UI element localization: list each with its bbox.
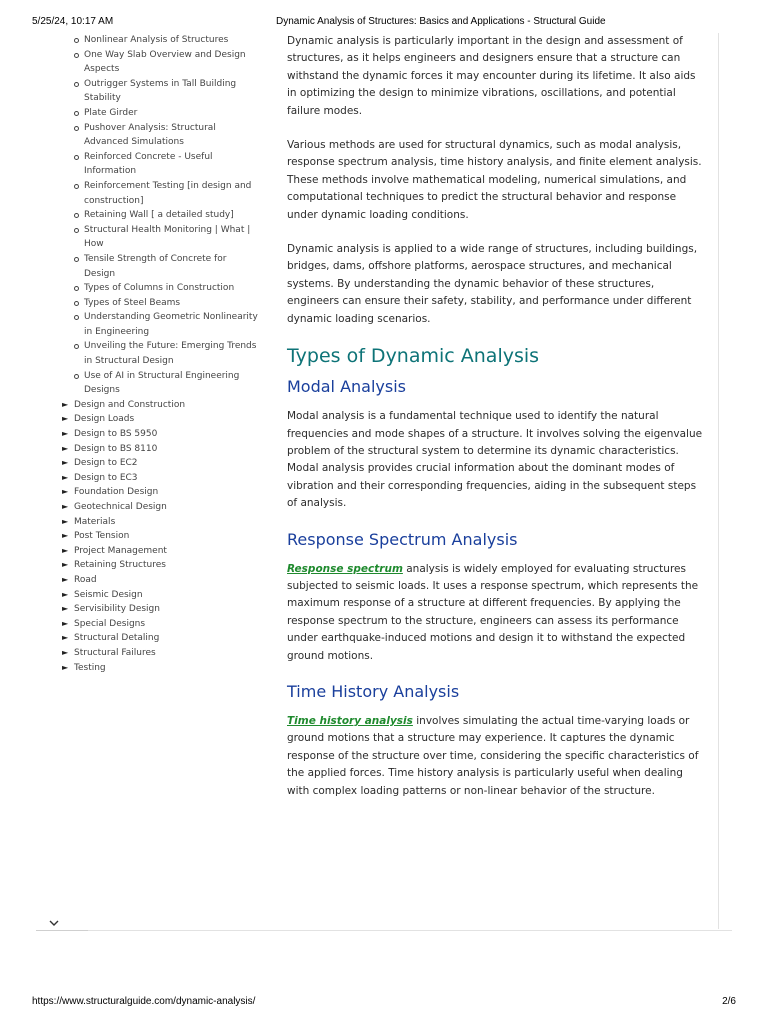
content-divider: [718, 33, 719, 929]
sidebar-sub-item-link[interactable]: Tensile Strength of Concrete for Design: [84, 253, 227, 279]
sidebar-category[interactable]: [62, 442, 260, 457]
sidebar-sub-item[interactable]: [84, 77, 260, 106]
circle-bullet-icon: [74, 257, 79, 262]
bottom-divider: [36, 930, 732, 931]
heading-response-spectrum-analysis: Response Spectrum Analysis: [287, 529, 518, 549]
sidebar-sub-item-link[interactable]: Reinforcement Testing [in design and construction]: [84, 180, 252, 206]
paragraph-response-spectrum-text: analysis is widely employed for evaluating structures subjected to seismic loads. It uses a response spectrum, which represents the maximum response of a structure at different frequencies. By applying the response spectrum to the structure, engineers can assess its performance under earthquake-induced motions and design it to withstand the expected ground motions.: [287, 562, 699, 662]
triangle-right-icon: ►: [62, 399, 69, 409]
triangle-right-icon: ►: [62, 429, 69, 439]
sidebar-category[interactable]: [62, 500, 260, 515]
triangle-right-icon: ►: [62, 662, 69, 672]
paragraph-modal-analysis: Modal analysis is a fundamental technique used to identify the natural frequencies and mode shapes of a structure. It involves solving the eigenvalue problem of the structural system to determine its dynamic characteristics. Modal analysis provides crucial information about the dominant modes of vibration and their corresponding frequencies, aiding in the subsequent steps of analysis.: [287, 410, 703, 510]
sidebar-sub-item[interactable]: [84, 150, 260, 179]
triangle-right-icon: ►: [62, 589, 69, 599]
response-spectrum-link[interactable]: Response spectrum: [287, 562, 403, 575]
triangle-right-icon: ►: [62, 560, 69, 570]
sidebar-category[interactable]: [62, 544, 260, 559]
sidebar-sub-item-link[interactable]: Nonlinear Analysis of Structures: [84, 35, 229, 45]
sidebar-category-label[interactable]: Road: [74, 574, 97, 585]
sidebar-category[interactable]: [62, 602, 260, 617]
circle-bullet-icon: [74, 53, 79, 58]
sidebar-category-label[interactable]: Post Tension: [74, 531, 130, 542]
triangle-right-icon: ►: [62, 531, 69, 541]
triangle-right-icon: ►: [62, 633, 69, 643]
sidebar-category[interactable]: [62, 646, 260, 661]
sidebar-category-label[interactable]: Geotechnical Design: [74, 502, 167, 512]
sidebar-sub-item[interactable]: [84, 33, 260, 48]
sidebar-category[interactable]: [62, 573, 260, 588]
circle-bullet-icon: [74, 155, 79, 160]
circle-bullet-icon: [74, 286, 79, 291]
sidebar-category-label[interactable]: Design to BS 5950: [74, 429, 158, 440]
chevron-down-icon[interactable]: [48, 918, 60, 928]
circle-bullet-icon: [74, 82, 79, 87]
sidebar-sub-item-link[interactable]: Unveiling the Future: Emerging Trends in Structural Design: [84, 341, 257, 367]
sidebar-sub-item-link[interactable]: Types of Columns in Construction: [84, 283, 235, 294]
sidebar-category[interactable]: [62, 412, 260, 427]
sidebar-sub-item[interactable]: [84, 106, 260, 121]
sidebar-sub-item[interactable]: [84, 296, 260, 311]
sidebar-sub-item-link[interactable]: Retaining Wall [ a detailed study]: [84, 210, 234, 221]
paragraph-applications: Dynamic analysis is applied to a wide range of structures, including buildings, bridges, dams, offshore platforms, aerospace structures, and mechanical systems. By understanding the dynamic behavior of these structures, engineers can ensure their safety, stability, and performance under different dynamic loading scenarios.: [287, 243, 698, 325]
triangle-right-icon: ►: [62, 487, 69, 497]
sidebar-category-label[interactable]: Special Designs: [74, 618, 146, 629]
sidebar-category-label[interactable]: Materials: [74, 516, 116, 527]
sidebar-category[interactable]: [62, 631, 260, 646]
sidebar-sub-item[interactable]: [84, 208, 260, 223]
sidebar-sub-item[interactable]: [84, 48, 260, 77]
circle-bullet-icon: [74, 184, 79, 189]
sidebar-category[interactable]: [62, 515, 260, 530]
sidebar-category[interactable]: [62, 558, 260, 573]
print-datetime: 5/25/24, 10:17 AM: [32, 16, 114, 27]
sidebar-sub-item-link[interactable]: Plate Girder: [84, 107, 138, 118]
sidebar-category[interactable]: [62, 588, 260, 603]
sidebar-category-label[interactable]: Design to BS 8110: [74, 443, 158, 454]
sidebar-category-label[interactable]: Seismic Design: [74, 589, 143, 600]
sidebar-nav: [60, 33, 260, 675]
triangle-right-icon: ►: [62, 443, 69, 453]
print-footer: [32, 996, 736, 1010]
paragraph-importance: Dynamic analysis is particularly important in the design and assessment of structures, as it helps engineers and designers ensure that a structure can withstand the dynamic forces it may encounter during its lifetime. It also aids in optimizing the design to minimize vibrations, oscillations, and potential failure modes.: [287, 35, 696, 117]
circle-bullet-icon: [74, 228, 79, 233]
heading-types-of-dynamic-analysis: Types of Dynamic Analysis: [287, 345, 540, 368]
sidebar-category-label[interactable]: Design to EC2: [74, 458, 138, 469]
sidebar-sub-list: [60, 33, 260, 398]
sidebar-sub-item-link[interactable]: Pushover Analysis: Structural Advanced Simulations: [84, 122, 216, 148]
sidebar-category-label[interactable]: Testing: [74, 662, 106, 673]
sidebar-category[interactable]: [62, 471, 260, 486]
print-page-number: 2/6: [722, 996, 736, 1007]
triangle-right-icon: ►: [62, 472, 69, 482]
circle-bullet-icon: [74, 213, 79, 218]
sidebar-sub-item-link[interactable]: Use of AI in Structural Engineering Designs: [84, 370, 240, 396]
sidebar-category-label[interactable]: Project Management: [74, 545, 167, 556]
circle-bullet-icon: [74, 374, 79, 379]
time-history-link[interactable]: Time history analysis: [287, 714, 413, 727]
sidebar-category[interactable]: [62, 427, 260, 442]
triangle-right-icon: ►: [62, 618, 69, 628]
sidebar-category-label[interactable]: Structural Detaling: [74, 633, 160, 644]
sidebar-category-label[interactable]: Design to EC3: [74, 472, 138, 483]
circle-bullet-icon: [74, 38, 79, 43]
sidebar-sub-item[interactable]: [84, 369, 260, 398]
sidebar-category-label[interactable]: Structural Failures: [74, 647, 156, 658]
sidebar-category-label[interactable]: Design Loads: [74, 414, 135, 425]
triangle-right-icon: ►: [62, 414, 69, 424]
heading-modal-analysis: Modal Analysis: [287, 377, 407, 397]
triangle-right-icon: ►: [62, 647, 69, 657]
sidebar-sub-item-link[interactable]: Outrigger Systems in Tall Building Stability: [84, 78, 237, 104]
sidebar-sub-item-link[interactable]: One Way Slab Overview and Design Aspects: [84, 49, 246, 75]
sidebar-sub-item[interactable]: [84, 252, 260, 281]
paragraph-time-history-text: involves simulating the actual time-varying loads or ground motions that a structure may experience. It captures the dynamic response of the structure over time, considering the specific characteristics of the applied forces. Time history analysis is particularly useful when dealing with complex loading patterns or non-linear behavior of the structure.: [287, 714, 699, 797]
sidebar-category[interactable]: [62, 398, 260, 413]
paragraph-methods: Various methods are used for structural dynamics, such as modal analysis, response spectrum analysis, time history analysis, and finite element analysis. These methods involve mathematical modeling, numerical simulations, and computational techniques to predict the structural behavior and response under dynamic loading conditions.: [287, 139, 702, 221]
sidebar-sub-item[interactable]: [84, 310, 260, 339]
sidebar-category[interactable]: [62, 456, 260, 471]
paragraph-response-spectrum: [287, 561, 703, 665]
sidebar-sub-item[interactable]: [84, 223, 260, 252]
sidebar-sub-item-link[interactable]: Understanding Geometric Nonlinearity in Engineering: [84, 312, 258, 337]
circle-bullet-icon: [74, 315, 79, 320]
sidebar-sub-item[interactable]: [84, 281, 260, 296]
triangle-right-icon: ►: [62, 502, 69, 511]
triangle-right-icon: ►: [62, 458, 69, 468]
sidebar-sub-item[interactable]: [84, 179, 260, 208]
sidebar-category-label[interactable]: Retaining Structures: [74, 560, 166, 571]
sidebar-sub-item[interactable]: [84, 339, 260, 368]
sidebar-category-list: [60, 398, 260, 675]
sidebar-bottom-divider: [36, 930, 88, 931]
sidebar-sub-item-link[interactable]: Reinforced Concrete - Useful Information: [84, 151, 213, 177]
sidebar-category[interactable]: [62, 485, 260, 500]
sidebar-sub-item-link[interactable]: Structural Health Monitoring | What | How: [84, 224, 251, 250]
heading-time-history-analysis: Time History Analysis: [287, 681, 460, 701]
paragraph-time-history: [287, 713, 703, 800]
sidebar-category-label[interactable]: Design and Construction: [74, 399, 186, 410]
sidebar-sub-item[interactable]: [84, 121, 260, 150]
sidebar-category[interactable]: [62, 661, 260, 676]
circle-bullet-icon: [74, 111, 79, 116]
article-body: [287, 33, 703, 817]
triangle-right-icon: ►: [62, 574, 69, 584]
circle-bullet-icon: [74, 126, 79, 131]
circle-bullet-icon: [74, 344, 79, 349]
sidebar-sub-item-link[interactable]: Types of Steel Beams: [84, 297, 181, 308]
triangle-right-icon: ►: [62, 516, 69, 526]
sidebar-category-label[interactable]: Servisibility Design: [74, 604, 160, 615]
print-doc-title: Dynamic Analysis of Structures: Basics and Applications - Structural Guide: [276, 16, 606, 27]
circle-bullet-icon: [74, 301, 79, 306]
triangle-right-icon: ►: [62, 604, 69, 614]
print-header: [32, 16, 736, 30]
triangle-right-icon: ►: [62, 545, 69, 555]
sidebar-category[interactable]: [62, 529, 260, 544]
print-url: https://www.structuralguide.com/dynamic-analysis/: [32, 996, 256, 1007]
sidebar-category-label[interactable]: Foundation Design: [74, 487, 159, 498]
sidebar-category[interactable]: [62, 617, 260, 632]
